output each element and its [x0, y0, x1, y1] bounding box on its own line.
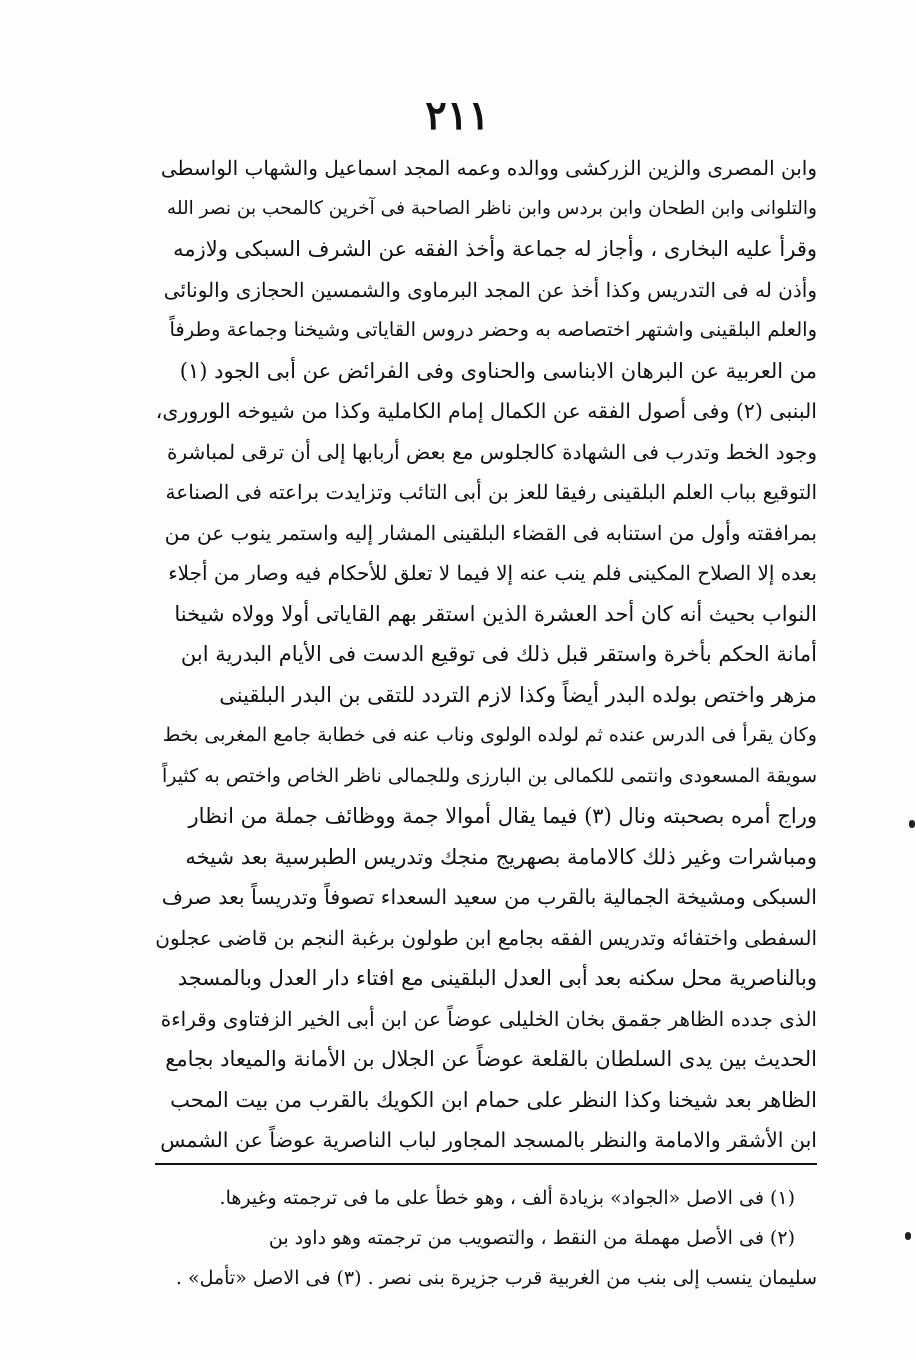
footnote-divider	[155, 1163, 817, 1165]
text-line: بعده إلا الصلاح المكينى فلم ينب عنه إلا فيما لا تعلق للأحكام فيه وصار من أجلاء	[168, 561, 817, 585]
text-line: الذى جدده الظاهر جقمق بخان الخليلى عوضاً عن ابن أبى الخير الزفتاوى وقراءة	[160, 1006, 817, 1031]
body-text	[155, 148, 817, 1161]
text-line: مزهر واختص بولده البدر أيضاً وكذا لازم التردد للتقى بن البدر البلقينى	[219, 682, 817, 707]
footnote-2: (٢) فى الأصل مهملة من النقط ، والتصويب من ترجمته وهو داود بن	[268, 1227, 795, 1249]
text-line: وابن المصرى والزين الزركشى ووالده وعمه المجد اسماعيل والشهاب الواسطى	[160, 156, 817, 180]
text-line: وأذن له فى التدريس وكذا أخذ عن المجد البرماوى والشمسين الحجازى والونائى	[163, 277, 817, 302]
text-line: وراج أمره بصحبته ونال (٣) فيما يقال أموالا جمة ووظائف جملة من انظار	[188, 804, 817, 828]
footnote-2-continuation: سليمان ينسب إلى بنب من الغربية قرب جزيرة بنى نصر . (٣) فى الاصل «تأمل» .	[175, 1267, 817, 1289]
footnote-1: (١) فى الاصل «الجواد» بزيادة ألف ، وهو خطأ على ما فى ترجمته وغيرها.	[219, 1187, 795, 1209]
text-line: السبكى ومشيخة الجمالية بالقرب من سعيد السعداء تصوفاً وتدريساً بعد صرف	[161, 885, 817, 909]
text-line: النواب بحيث أنه كان أحد العشرة الذين استقر بهم القاياتى أولا وولاه شيخنا	[174, 601, 817, 626]
text-line: السفطى واختفائه وتدريس الفقه بجامع ابن طولون برغبة النجم بن قاضى عجلون	[155, 925, 817, 950]
text-line: ومباشرات وغير ذلك كالامامة بصهريج منجك وتدريس الطبرسية بعد شيخه	[185, 844, 817, 869]
text-line: بمرافقته وأول من استنابه فى القضاء البلقينى المشار إليه واستمر ينوب عن من	[164, 520, 817, 545]
text-line: الظاهر بعد شيخنا وكذا النظر على حمام ابن الكويك بالقرب من بيت المحب	[170, 1087, 817, 1112]
text-line: والتلوانى وابن الطحان وابن بردس وابن ناظر الصاحبة فى آخرين كالمحب بن نصر الله	[166, 197, 817, 219]
text-line: وجود الخط وتدرب فى الشهادة كالجلوس مع بعض أربابها إلى أن ترقى لمباشرة	[167, 439, 817, 464]
text-line: البنبى (٢) وفى أصول الفقه عن الكمال إمام الكاملية وكذا من شيوخه الورورى،	[155, 399, 817, 423]
text-line: ابن الأشقر والامامة والنظر بالمسجد المجاور لباب الناصرية عوضاً عن الشمس	[160, 1128, 817, 1152]
text-line: أمانة الحكم بأخرة واستقر قبل ذلك فى توقيع الدست فى الأيام البدرية ابن	[180, 642, 817, 666]
page-number: ٢١١	[425, 92, 490, 139]
margin-speck	[905, 1232, 911, 1240]
text-line: وكان يقرأ فى الدرس عنده ثم لولده الولوى وناب عنه فى خطابة جامع المغربى بخط	[162, 724, 817, 746]
margin-speck	[909, 820, 915, 828]
text-line: وبالناصرية محل سكنه بعد أبى العدل البلقينى مع افتاء دار العدل وبالمسجد	[177, 966, 817, 990]
text-line: من العربية عن البرهان الابناسى والحناوى وفى الفرائض عن أبى الجود (١)	[179, 358, 817, 383]
text-line: الحديث بين يدى السلطان بالقلعة عوضاً عن الجلال بن الأمانة والميعاد بجامع	[165, 1047, 817, 1071]
text-line: وقرأ عليه البخارى ، وأجاز له جماعة وأخذ الفقه عن الشرف السبكى ولازمه	[173, 237, 817, 261]
footnotes	[155, 1178, 817, 1298]
text-line: والعلم البلقينى واشتهر اختصاصه به وحضر دروس القاياتى وشيخنا وجماعة وطرفاً	[169, 318, 817, 341]
text-line: سويقة المسعودى وانتمى للكمالى بن البارزى وللجمالى ناظر الخاص واختص به كثيراً	[161, 764, 817, 787]
text-line: التوقيع بباب العلم البلقينى رفيقا للعز بن أبى التائب وتزايدت براعته فى الصناعة	[165, 480, 817, 504]
